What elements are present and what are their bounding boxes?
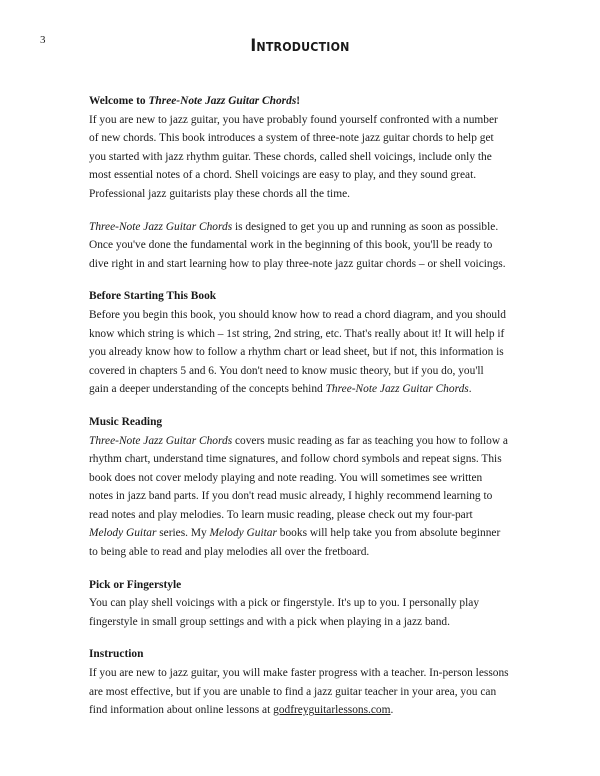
page-content bbox=[89, 92, 529, 720]
section-heading-music-reading: Music Reading bbox=[89, 415, 163, 428]
section-heading-welcome: Welcome to Three-Note Jazz Guitar Chords! bbox=[89, 95, 301, 107]
section-instruction bbox=[89, 645, 529, 719]
section-heading-pick-or-fingerstyle: Pick or Fingerstyle bbox=[89, 578, 182, 591]
paragraph-pick-or-fingerstyle: You can play shell voicings with a pick or fingerstyle. It's up to you. I personally play fingerstyle in small group settings and with a pick when playing in a jazz band. bbox=[89, 597, 480, 628]
section-heading-before-starting: Before Starting This Book bbox=[89, 290, 217, 303]
section-pick-or-fingerstyle bbox=[89, 576, 529, 632]
lessons-website-link[interactable]: godfreyguitarlessons.com bbox=[273, 704, 391, 717]
section-heading-instruction: Instruction bbox=[89, 648, 144, 661]
section-music-reading bbox=[89, 413, 529, 562]
paragraph-instruction: If you are new to jazz guitar, you will make faster progress with a teacher. In-person lessons are most effective, but if you are unable to find a jazz guitar teacher in your area, you can find information about online lessons at godfreyguitarlessons.com. bbox=[89, 667, 509, 717]
paragraph-welcome-1: If you are new to jazz guitar, you have probably found yourself confronted with a number of new chords. This book introduces a system of three-note jazz guitar chords to help get you started with jazz rhythm guitar. These chords, called shell voicings, include only the most essential notes of a chord. Shell voicings are easy to play, and they sound great. Professional jazz guitarists play these chords all the time. bbox=[89, 113, 498, 200]
section-before-starting bbox=[89, 287, 529, 399]
section-welcome bbox=[89, 92, 529, 273]
paragraph-music-reading: Three-Note Jazz Guitar Chords covers music reading as far as teaching you how to follow a rhythm chart, understand time signatures, and follow chord symbols and repeat signs. This book does not cover melody playing and note reading. You will sometimes see written notes in jazz band parts. If you don't read music already, I highly recommend learning to read notes and play melodies. To learn music reading, please check out my four-part Melody Guitar series. My Melody Guitar books will help take you from absolute beginner to being able to read and play melodies all over the fretboard. bbox=[89, 434, 508, 559]
paragraph-before-starting: Before you begin this book, you should know how to read a chord diagram, and you should know which string is which – 1st string, 2nd string, etc. That's really about it! It will help if you already know how to follow a rhythm chart or lead sheet, but if not, this information is covered in chapters 5 and 6. You don't need to know music theory, but if you do, you'll gain a deeper understanding of the concepts behind Three-Note Jazz Guitar Chords. bbox=[89, 308, 506, 396]
page-number: 3 bbox=[40, 34, 46, 46]
page-title: Introduction bbox=[250, 36, 350, 56]
paragraph-welcome-2: Three-Note Jazz Guitar Chords is designed to get you up and running as soon as possible. Once you've done the fundamental work in the beginning of this book, you'll be ready to dive right in and start learning how to play three-note jazz guitar chords – or shell voicings. bbox=[89, 220, 506, 270]
